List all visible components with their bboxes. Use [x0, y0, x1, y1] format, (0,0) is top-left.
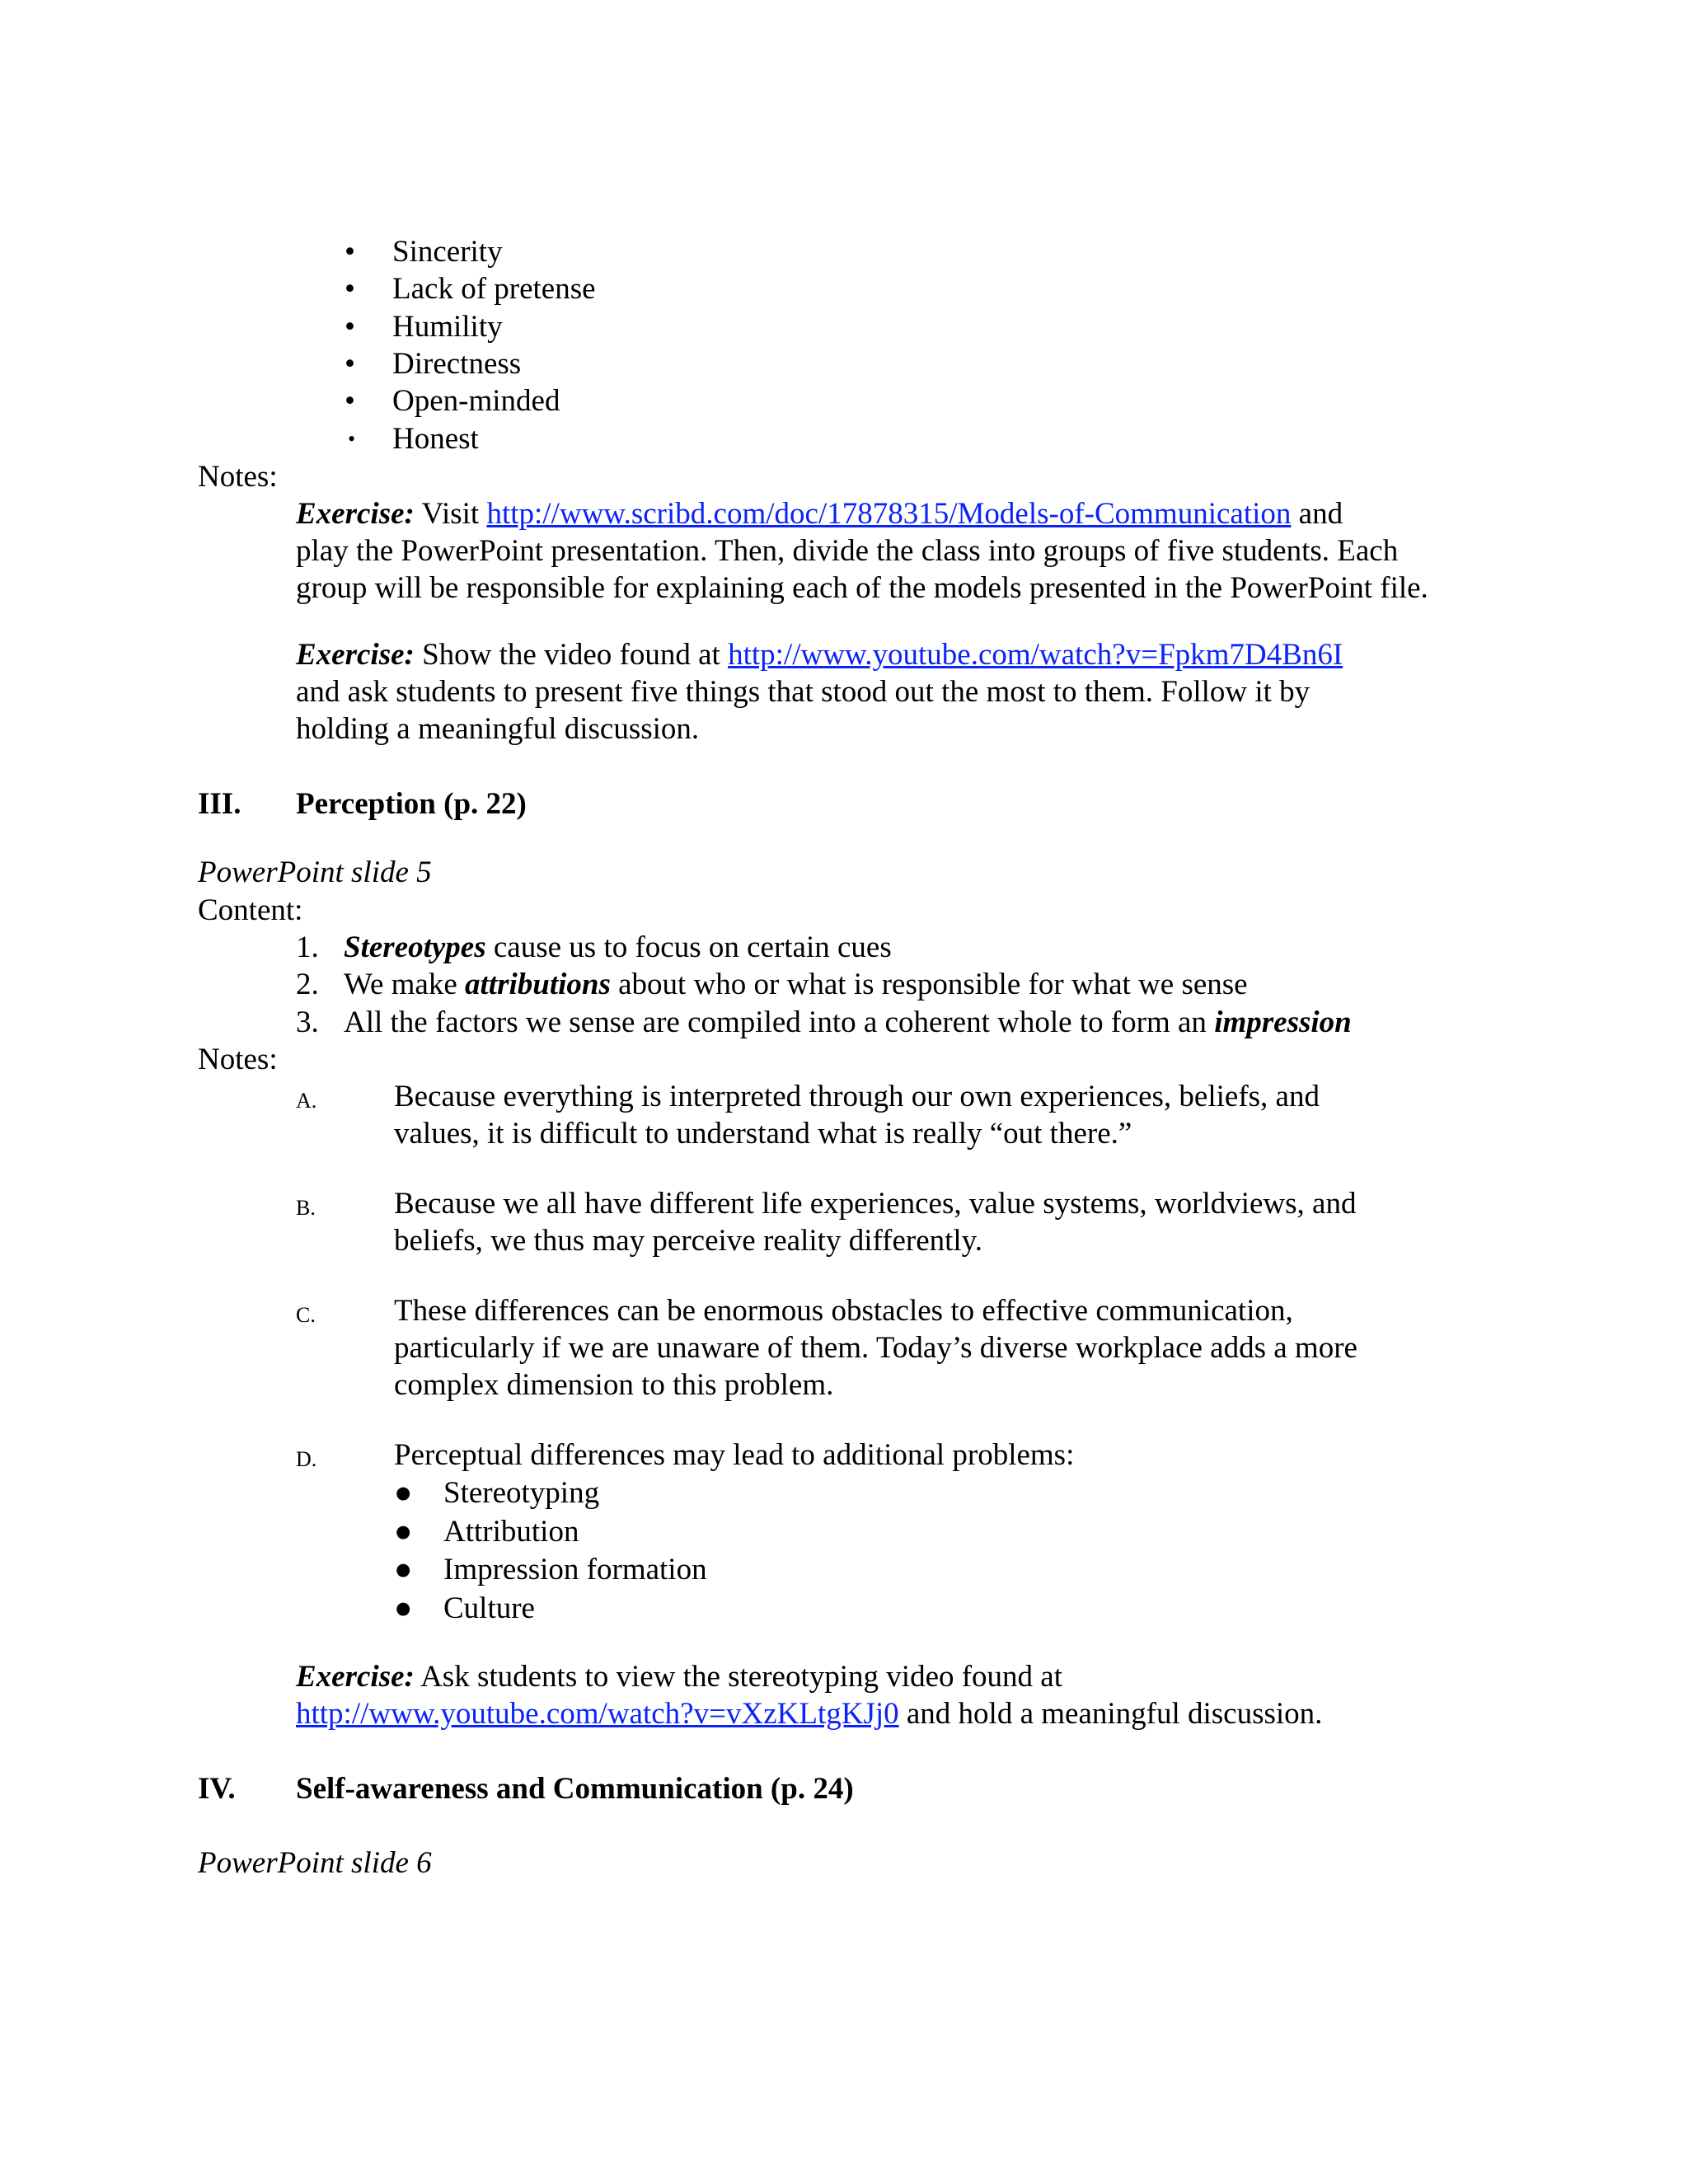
- note-letter: D.: [296, 1447, 317, 1471]
- bullet-icon: ●: [394, 1515, 413, 1549]
- bullet-icon: •: [345, 235, 355, 269]
- bullet-icon: ●: [394, 1476, 413, 1510]
- notes-label: Notes:: [198, 460, 278, 494]
- section-4-number: IV.: [198, 1772, 236, 1806]
- exercise-2: Exercise: Show the video found at http://www.youtube.com/watch?v=Fpkm7D4Bn6I and ask students to present five things that stood out the most to them. Follow it by holding a meaningful discussion.: [296, 638, 1343, 746]
- note-a: Because everything is interpreted through our own experiences, beliefs, and values, it is difficult to understand what is really “out there.”: [394, 1080, 1320, 1151]
- note-letter: A.: [296, 1089, 317, 1113]
- exercise-1: Exercise: Visit http://www.scribd.com/doc/17878315/Models-of-Communication and play the PowerPoint presentation. Then, divide the class into groups of five students. Each group will be responsible for explaining each of the models presented in the PowerPoint file.: [296, 497, 1428, 605]
- bullet-icon: •: [345, 310, 355, 344]
- document-page: • Sincerity • Lack of pretense • Humility • Directness • Open-minded • Honest Notes: Exercise: Visit http://www.scribd.com/doc/17878315/Models-of-Communication and play the PowerPoint presentation. Then, divide the class into groups of five students. Each group will be responsible for explaining each of the models presented in the PowerPoint file. Exercise: Show the video found at http://www.youtube.com/watch?v=Fpkm7D4Bn6I and ask students to present five things that stood out the most to them. Follow it by holding a meaningful discussion. III. Perception (p. 22) PowerPoint slide 5 Content: 1. Stereotypes cause us to focus on certain cues 2. We make attributions about who or what is responsible for what we sense 3. All the factors we sense are compiled into a coherent whole to form an impression Notes: A. Because everything is interpreted through our own experiences, beliefs, and values, it is difficult to understand what is really “out there.” B. Because we all have different life experiences, value systems, worldviews, and beliefs, we thus may perceive reality differently. C. These differences can be enormous obstacles to effective communication, particularly if we are unaware of them. Today’s diverse workplace adds a more complex dimension to this problem. D. Perceptual differences may lead to additional problems: ● Stereotyping ● Attribution ● Impression formation ● Culture Exercise: Ask students to view the stereotyping video found at http://www.youtube.com/watch?v=vXzKLtgKJj0 and hold a meaningful discussion. IV. Self-awareness and Communication (p. 24) PowerPoint slide 6: [198, 235, 1428, 1880]
- exercise-3: Exercise: Ask students to view the stereotyping video found at http://www.youtube.com/watch?v=vXzKLtgKJj0 and hold a meaningful discussion.: [296, 1660, 1323, 1731]
- exercise-label: Exercise:: [296, 1660, 415, 1694]
- youtube-link-1[interactable]: http://www.youtube.com/watch?v=Fpkm7D4Bn6I: [728, 638, 1343, 672]
- slide-6-label: PowerPoint slide 6: [198, 1846, 432, 1880]
- bullet-icon: •: [345, 384, 355, 418]
- slide-5-label: PowerPoint slide 5: [198, 855, 432, 889]
- section-4-title: Self-awareness and Communication (p. 24): [296, 1772, 854, 1806]
- bullet-icon: •: [345, 272, 355, 306]
- note-letter: B.: [296, 1196, 316, 1220]
- notes-label: Notes:: [198, 1043, 278, 1076]
- note-b: Because we all have different life experiences, value systems, worldviews, and beliefs, we thus may perceive reality differently.: [394, 1187, 1357, 1258]
- youtube-link-2[interactable]: http://www.youtube.com/watch?v=vXzKLtgKJj0: [296, 1697, 899, 1731]
- note-c: These differences can be enormous obstacles to effective communication, particularly if we are unaware of them. Today’s diverse workplace adds a more complex dimension to this problem.: [394, 1294, 1357, 1402]
- bullet-icon: ●: [394, 1553, 413, 1586]
- scribd-link[interactable]: http://www.scribd.com/doc/17878315/Models-of-Communication: [486, 497, 1292, 531]
- bullet-icon: ●: [394, 1591, 413, 1625]
- exercise-label: Exercise:: [296, 497, 415, 531]
- section-3-number: III.: [198, 787, 241, 821]
- bullet-icon: •: [345, 347, 355, 381]
- content-label: Content:: [198, 893, 303, 927]
- note-letter: C.: [296, 1303, 316, 1327]
- note-d: Perceptual differences may lead to additional problems:: [394, 1438, 1075, 1472]
- exercise-label: Exercise:: [296, 638, 415, 672]
- bullet-icon: •: [348, 427, 356, 451]
- section-3-title: Perception (p. 22): [296, 787, 527, 821]
